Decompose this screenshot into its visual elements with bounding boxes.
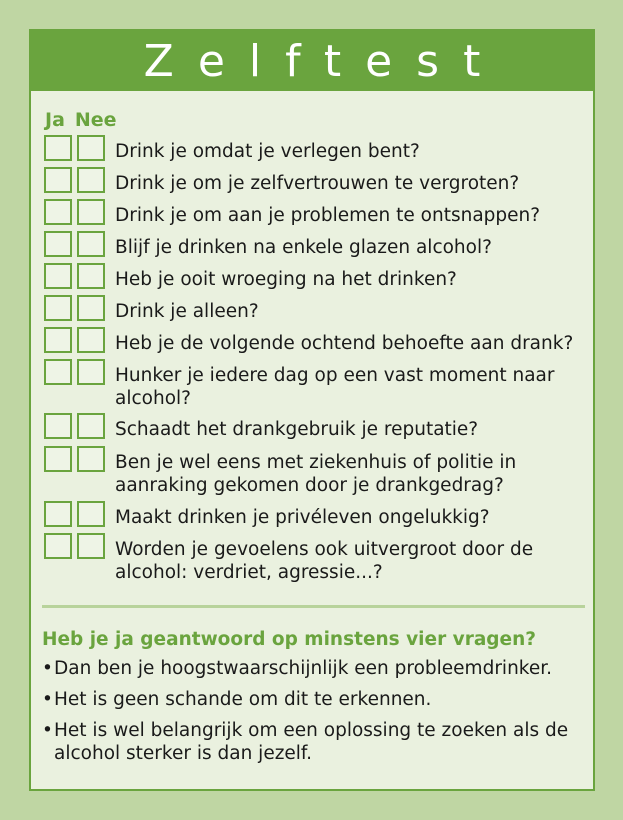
nee-checkbox[interactable] bbox=[77, 359, 105, 385]
ja-checkbox[interactable] bbox=[44, 501, 72, 527]
title-banner bbox=[31, 31, 593, 91]
ja-checkbox[interactable] bbox=[44, 199, 72, 225]
page-title: Zelftest bbox=[143, 35, 505, 87]
question-text: Drink je alleen? bbox=[115, 301, 259, 322]
section-divider bbox=[42, 605, 585, 608]
nee-checkbox[interactable] bbox=[77, 327, 105, 353]
question-text: Drink je om aan je problemen te ontsnappen? bbox=[115, 205, 541, 226]
ja-checkbox[interactable] bbox=[44, 135, 72, 161]
result-heading: Heb je ja geantwoord op minstens vier vragen? bbox=[42, 629, 536, 650]
ja-checkbox[interactable] bbox=[44, 167, 72, 193]
nee-checkbox[interactable] bbox=[77, 446, 105, 472]
list-item bbox=[42, 657, 587, 680]
nee-checkbox[interactable] bbox=[77, 501, 105, 527]
ja-checkbox[interactable] bbox=[44, 263, 72, 289]
bullet-icon: • bbox=[42, 720, 53, 741]
list-item-text: Dan ben je hoogstwaarschijnlijk een probleemdrinker. bbox=[54, 658, 553, 679]
nee-checkbox[interactable] bbox=[77, 167, 105, 193]
list-item-text: Het is geen schande om dit te erkennen. bbox=[54, 689, 432, 710]
ja-checkbox[interactable] bbox=[44, 413, 72, 439]
ja-checkbox[interactable] bbox=[44, 327, 72, 353]
question-text: Blijf je drinken na enkele glazen alcohol? bbox=[115, 237, 492, 258]
ja-checkbox[interactable] bbox=[44, 295, 72, 321]
nee-checkbox[interactable] bbox=[77, 533, 105, 559]
column-headers bbox=[45, 109, 117, 131]
question-text: Drink je omdat je verlegen bent? bbox=[115, 141, 420, 162]
question-text: Schaadt het drankgebruik je reputatie? bbox=[115, 419, 479, 440]
bullet-icon: • bbox=[42, 689, 53, 710]
ja-checkbox[interactable] bbox=[44, 359, 72, 385]
question-text: Hunker je iedere dag op een vast moment naar alcohol? bbox=[115, 365, 555, 409]
list-item-text: Het is wel belangrijk om een oplossing te zoeken als de alcohol sterker is dan jezelf. bbox=[54, 720, 569, 764]
ja-checkbox[interactable] bbox=[44, 231, 72, 257]
nee-checkbox[interactable] bbox=[77, 413, 105, 439]
ja-checkbox[interactable] bbox=[44, 533, 72, 559]
nee-checkbox[interactable] bbox=[77, 135, 105, 161]
question-text: Worden je gevoelens ook uitvergroot door de alcohol: verdriet, agressie...? bbox=[115, 539, 534, 583]
question-text: Maakt drinken je privéleven ongelukkig? bbox=[115, 507, 490, 528]
nee-checkbox[interactable] bbox=[77, 231, 105, 257]
question-text: Heb je ooit wroeging na het drinken? bbox=[115, 269, 457, 290]
column-header-ja: Ja bbox=[45, 109, 65, 131]
nee-checkbox[interactable] bbox=[77, 263, 105, 289]
bullet-icon: • bbox=[42, 658, 53, 679]
list-item bbox=[42, 688, 587, 711]
ja-checkbox[interactable] bbox=[44, 446, 72, 472]
question-text: Drink je om je zelfvertrouwen te vergroten? bbox=[115, 173, 520, 194]
selftest-card bbox=[29, 29, 595, 791]
column-header-nee: Nee bbox=[74, 109, 117, 131]
nee-checkbox[interactable] bbox=[77, 199, 105, 225]
question-text: Heb je de volgende ochtend behoefte aan drank? bbox=[115, 333, 574, 354]
question-text: Ben je wel eens met ziekenhuis of politie in aanraking gekomen door je drankgedrag? bbox=[115, 452, 517, 496]
nee-checkbox[interactable] bbox=[77, 295, 105, 321]
list-item bbox=[42, 719, 587, 765]
